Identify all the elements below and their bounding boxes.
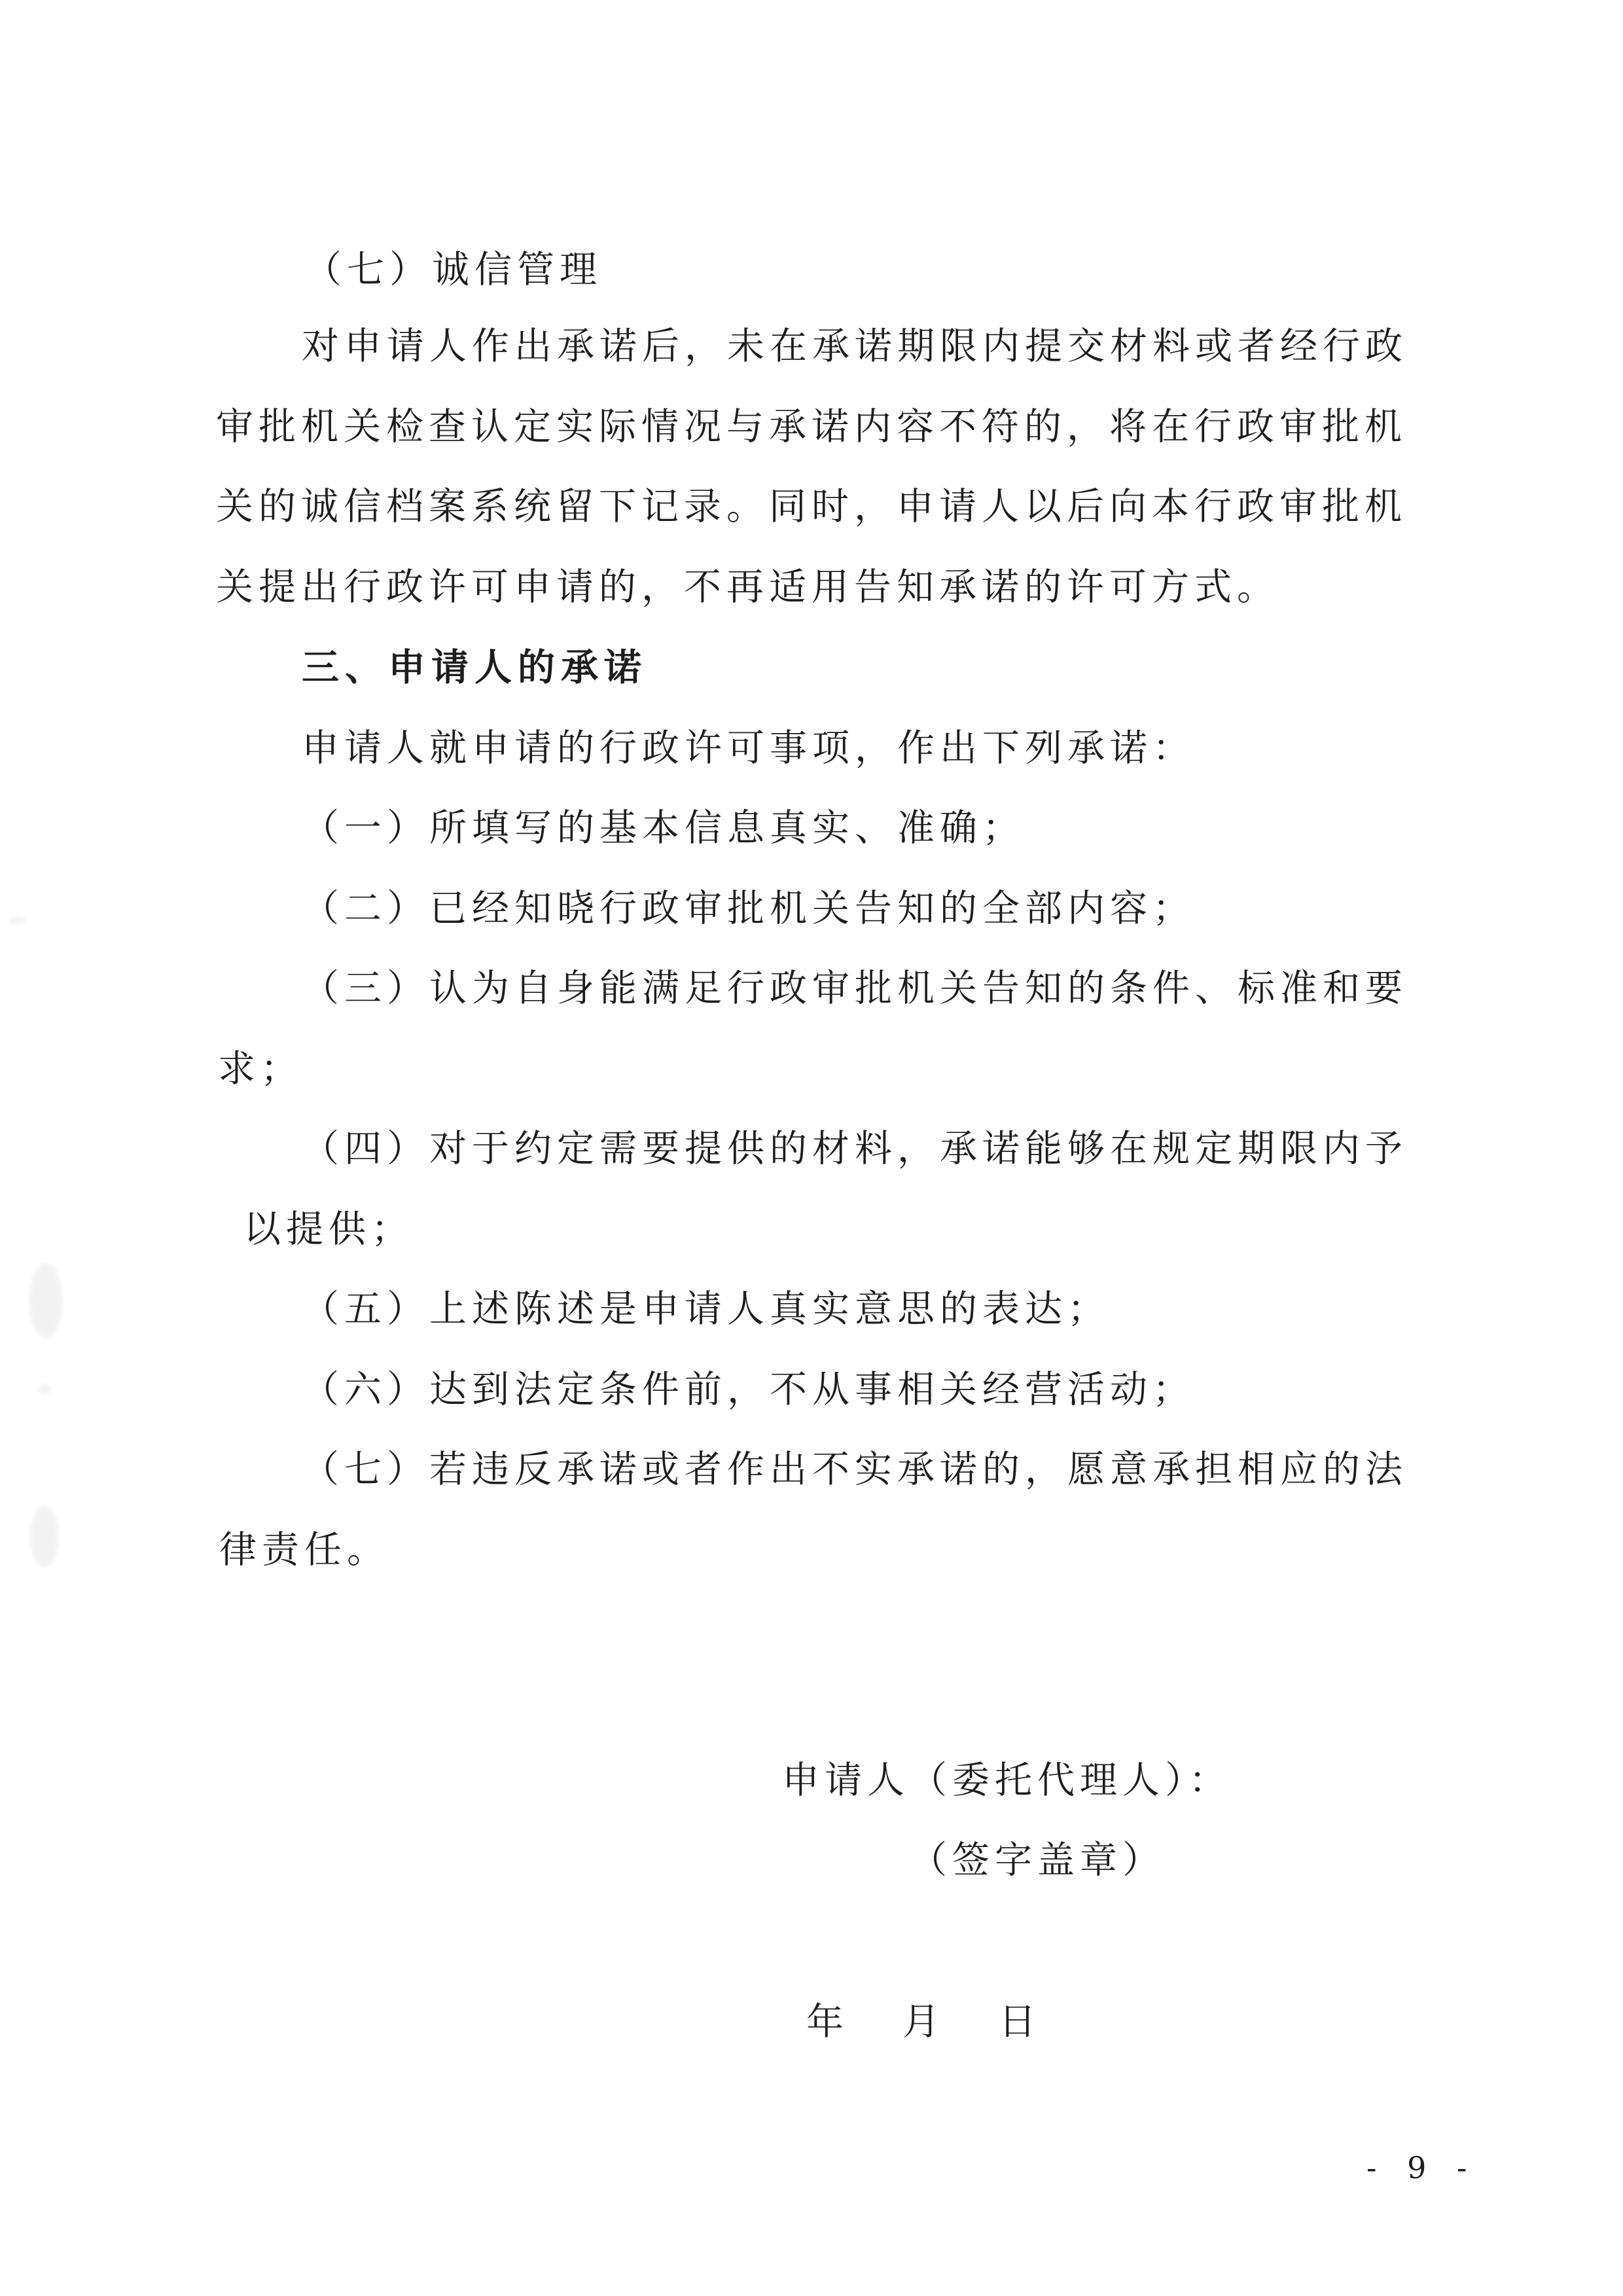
date-day-label: 日	[999, 2001, 1036, 2043]
section3-heading: 三、申请人的承诺	[302, 647, 647, 689]
commitment-item-7-line1: （七）若违反承诺或者作出不实承诺的，愿意承担相应的法	[302, 1449, 1408, 1490]
commitment-item-3-line2: 求；	[218, 1049, 303, 1090]
section7-heading: （七）诚信管理	[304, 249, 602, 291]
paragraph1-line2: 审批机关检查认定实际情况与承诺内容不符的，将在行政审批机	[216, 406, 1407, 448]
signature-date-line	[806, 2001, 1036, 2044]
scan-artifact	[30, 1505, 59, 1568]
signature-applicant-label: 申请人（委托代理人）：	[782, 1760, 1232, 1801]
page-number: - 9 -	[1366, 2150, 1471, 2185]
commitment-item-4-line1: （四）对于约定需要提供的材料，承诺能够在规定期限内予	[302, 1128, 1408, 1170]
paragraph1-line3: 关的诚信档案系统留下记录。同时，申请人以后向本行政审批机	[216, 486, 1407, 528]
commitment-item-3-line1: （三）认为自身能满足行政审批机关告知的条件、标准和要	[302, 968, 1408, 1009]
commitment-item-7-line2: 律责任。	[219, 1530, 389, 1571]
commitment-item-4-line2: 以提供；	[243, 1209, 414, 1250]
date-year-label: 年	[806, 2001, 844, 2043]
signature-seal-note: （签字盖章）	[910, 1840, 1165, 1881]
scan-artifact	[38, 1384, 51, 1395]
scan-artifact	[29, 1263, 63, 1338]
commitment-item-2: （二）已经知晓行政审批机关告知的全部内容；	[302, 888, 1195, 929]
commitment-item-6: （六）达到法定条件前，不从事相关经营活动；	[302, 1369, 1195, 1410]
scan-artifact	[8, 916, 26, 924]
date-month-label: 月	[902, 2001, 940, 2043]
section3-intro: 申请人就申请的行政许可事项，作出下列承诺：	[302, 728, 1195, 769]
paragraph1-line1: 对申请人作出承诺后，未在承诺期限内提交材料或者经行政	[302, 326, 1408, 367]
paragraph1-line4: 关提出行政许可申请的，不再适用告知承诺的许可方式。	[216, 567, 1279, 608]
commitment-item-1: （一）所填写的基本信息真实、准确；	[302, 808, 1025, 849]
commitment-item-5: （五）上述陈述是申请人真实意思的表达；	[302, 1289, 1110, 1330]
